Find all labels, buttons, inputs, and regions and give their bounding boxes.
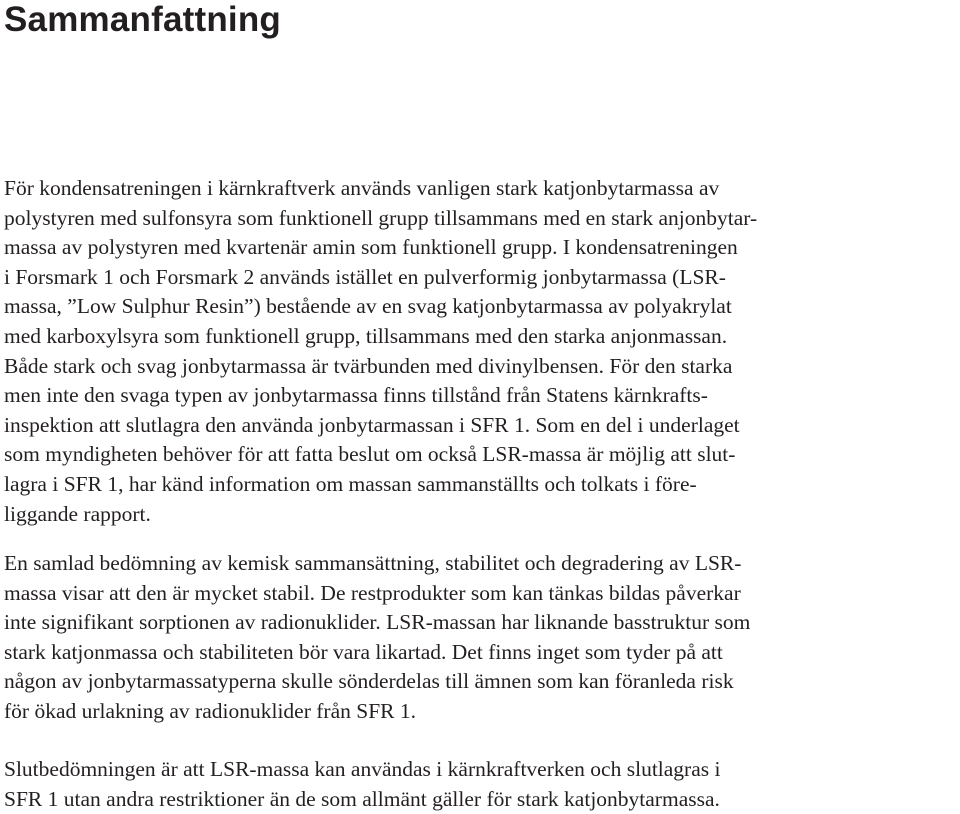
paragraph-line: En samlad bedömning av kemisk sammansättning, stabilitet och degradering av LSR- (4, 551, 742, 575)
paragraph-line: massa, ”Low Sulphur Resin”) bestående av en svag katjonbytarmassa av polyakrylat (4, 294, 732, 319)
page-title: Sammanfattning (4, 0, 281, 39)
paragraph-line: Slutbedömningen är att LSR-massa kan användas i kärnkraftverken och slutlagras i (4, 757, 721, 781)
paragraph-line: För kondensatreningen i kärnkraftverk används vanligen stark katjonbytarmassa av (4, 176, 720, 200)
paragraph-3 (4, 755, 720, 814)
paragraph-line: som myndigheten behöver för att fatta beslut om också LSR-massa är möjlig att slut- (4, 442, 736, 467)
paragraph-line: inte signifikant sorptionen av radionuklider. LSR-massan har liknande basstruktur som (4, 610, 751, 635)
paragraph-line: någon av jonbytarmassatyperna skulle sönderdelas till ämnen som kan föranleda risk (4, 669, 734, 694)
paragraph-line: liggande rapport. (4, 501, 151, 526)
paragraph-line: massa visar att den är mycket stabil. De restprodukter som kan tänkas bildas påverkar (4, 580, 741, 605)
paragraph-line: lagra i SFR 1, har känd information om massan sammanställts och tolkats i före- (4, 471, 697, 496)
paragraph-line: med karboxylsyra som funktionell grupp, tillsammans med den starka anjonmassan. (4, 323, 728, 348)
paragraph-line: SFR 1 utan andra restriktioner än de som allmänt gäller för stark katjonbytarmassa. (4, 786, 720, 811)
paragraph-line: polystyren med sulfonsyra som funktionell grupp tillsammans med en stark anjonbytar- (4, 205, 758, 230)
paragraph-2 (4, 549, 750, 727)
paragraph-1 (4, 174, 757, 529)
paragraph-line: massa av polystyren med kvartenär amin som funktionell grupp. I kondensatreningen (4, 235, 738, 260)
paragraph-line: inspektion att slutlagra den använda jonbytarmassan i SFR 1. Som en del i underlaget (4, 412, 740, 437)
paragraph-line: stark katjonmassa och stabiliteten bör vara likartad. Det finns inget som tyder på att (4, 639, 723, 664)
paragraph-line: i Forsmark 1 och Forsmark 2 används istället en pulverformig jonbytarmassa (LSR- (4, 264, 726, 289)
paragraph-line: men inte den svaga typen av jonbytarmassa finns tillstånd från Statens kärnkrafts- (4, 383, 708, 408)
paragraph-line: för ökad urlakning av radionuklider från SFR 1. (4, 698, 416, 723)
paragraph-line: Både stark och svag jonbytarmassa är tvärbunden med divinylbensen. För den starka (4, 353, 733, 378)
